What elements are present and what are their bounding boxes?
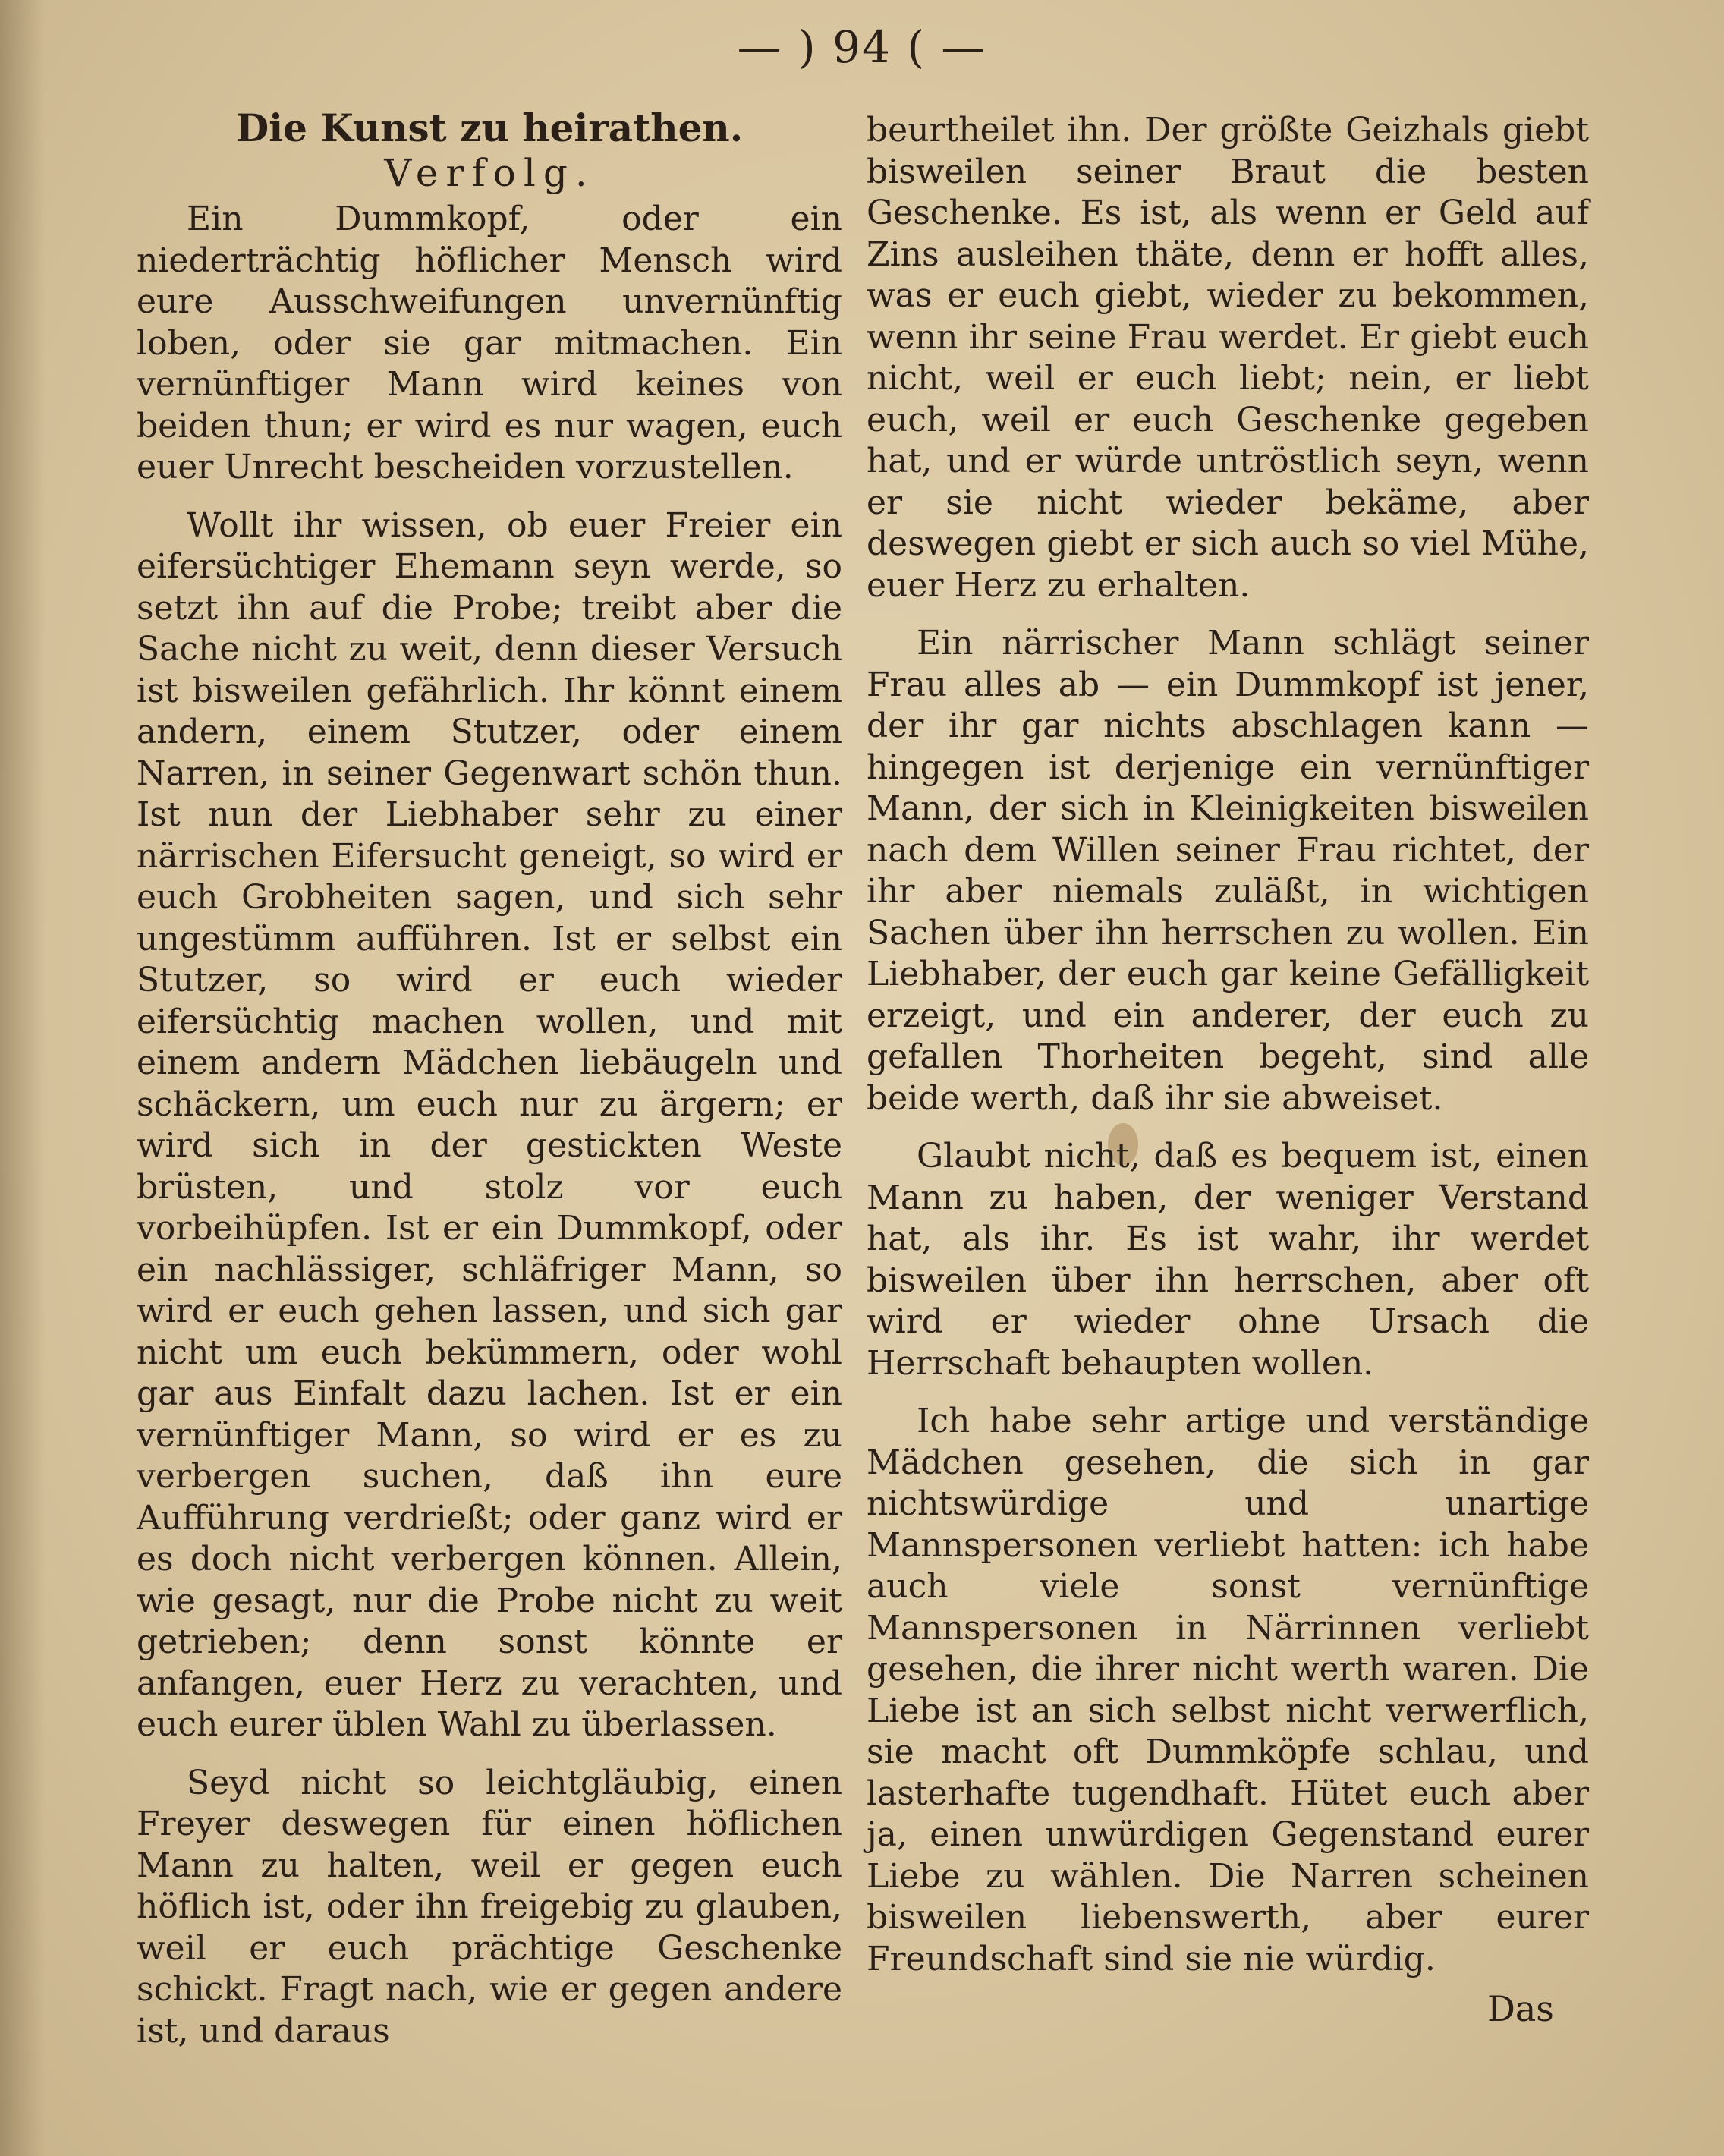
catchword: Das bbox=[1487, 1988, 1554, 2029]
paragraph: Seyd nicht so leichtgläubig, einen Freyer deswegen für einen höflichen Mann zu halten, weil er gegen euch höflich ist, oder ihn freigebig zu glauben, weil er euch prächtige Geschenke schickt. Fragt nach, wie er gegen andere ist, und daraus bbox=[137, 1763, 842, 2051]
article-title: Die Kunst zu heirathen. bbox=[235, 105, 744, 150]
article-subtitle: Verfolg. bbox=[384, 151, 595, 195]
page-number: — ) 94 ( — bbox=[737, 21, 987, 73]
paragraph: Ein närrischer Mann schlägt seiner Frau alles ab — ein Dummkopf ist jener, der ihr gar nichts abschlagen kann — hingegen ist derjenige ein vernünftiger Mann, der sich in Kleinigkeiten bisweilen nach dem Willen seiner Frau richtet, der ihr aber niemals zuläßt, in wichtigen Sachen über ihn herrschen zu wollen. Ein Liebhaber, der euch gar keine Gefälligkeit erzeigt, und ein anderer, der euch zu gefallen Thorheiten begeht, sind alle beide werth, daß ihr sie abweiset. bbox=[867, 624, 1589, 1118]
left-column bbox=[137, 106, 842, 2069]
paragraph: Ich habe sehr artige und verständige Mädchen gesehen, die sich in gar nichtswürdige und unartige Mannspersonen verliebt hatten: ich habe auch viele sonst vernünftige Mannspersonen in Närrinnen verliebt gesehen, die ihrer nicht werth waren. Die Liebe ist an sich selbst nicht verwerflich, sie macht oft Dummköpfe schlau, und lasterhafte tugendhaft. Hütet euch aber ja, einen unwürdigen Gegenstand eurer Liebe zu wählen. Die Narren scheinen bisweilen liebenswerth, aber eurer Freundschaft sind sie nie würdig. bbox=[867, 1402, 1589, 1978]
right-column bbox=[867, 110, 1589, 1997]
paragraph: Wollt ihr wissen, ob euer Freier ein eifersüchtiger Ehemann seyn werde, so setzt ihn auf die Probe; treibt aber die Sache nicht zu weit, denn dieser Versuch ist bisweilen gefährlich. Ihr könnt einem andern, einem Stutzer, oder einem Narren, in seiner Gegenwart schön thun. Ist nun der Liebhaber sehr zu einer närrischen Eifersucht geneigt, so wird er euch Grobheiten sagen, und sich sehr ungestümm aufführen. Ist er selbst ein Stutzer, so wird er euch wieder eifersüchtig machen wollen, und mit einem andern Mädchen liebäugeln und schäckern, um euch nur zu ärgern; er wird sich in der gestickten Weste brüsten, und stolz vor euch vorbeihüpfen. Ist er ein Dummkopf, oder ein nachlässiger, schläfriger Mann, so wird er euch gehen lassen, und sich gar nicht um euch bekümmern, oder wohl gar aus Einfalt dazu lachen. Ist er ein vernünftiger Mann, so wird er es zu verbergen suchen, daß ihn eure Aufführung verdrießt; oder ganz wird er es doch nicht verbergen können. Allein, wie gesagt, nur die Probe nicht zu weit getrieben; denn sonst könnte er anfangen, euer Herz zu verachten, und euch eurer üblen Wahl zu überlassen. bbox=[137, 505, 842, 1744]
page-edge-shadow bbox=[0, 0, 46, 2156]
paragraph: beurtheilet ihn. Der größte Geizhals giebt bisweilen seiner Braut die besten Geschenke. Es ist, als wenn er Geld auf Zins ausleihen thäte, denn er hofft alles, was er euch giebt, wieder zu bekommen, wenn ihr seine Frau werdet. Er giebt euch nicht, weil er euch liebt; nein, er liebt euch, weil er euch Geschenke gegeben hat, und er würde untröstlich seyn, wenn er sie nicht wieder bekäme, aber deswegen giebt er sich auch so viel Mühe, euer Herz zu erhalten. bbox=[867, 111, 1589, 605]
paragraph: Ein Dummkopf, oder ein niederträchtig höflicher Mensch wird eure Ausschweifungen unvernünftig loben, oder sie gar mitmachen. Ein vernünftiger Mann wird keines von beiden thun; er wird es nur wagen, euch euer Unrecht bescheiden vorzustellen. bbox=[137, 200, 842, 486]
paragraph: Glaubt nicht, daß es bequem ist, einen Mann zu haben, der weniger Verstand hat, als ihr. Es ist wahr, ihr werdet bisweilen über ihn herrschen, aber oft wird er wieder ohne Ursach die Herrschaft behaupten wollen. bbox=[867, 1137, 1589, 1383]
